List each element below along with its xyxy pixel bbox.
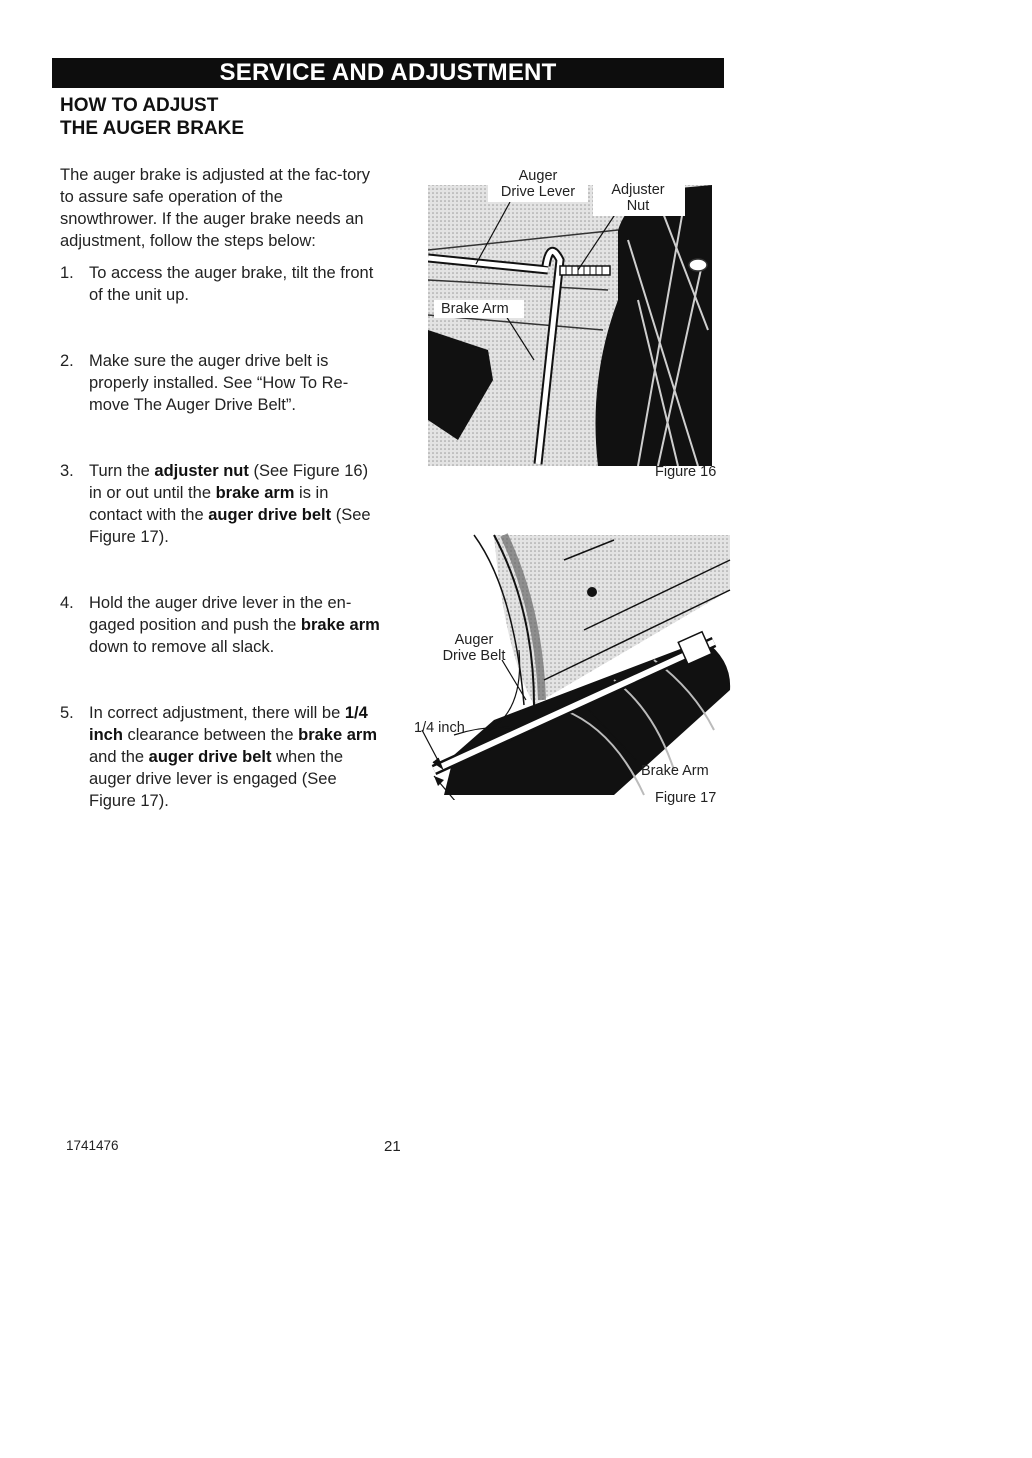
document-number: 1741476 xyxy=(66,1138,119,1153)
label-adjuster-nut-line-2: Nut xyxy=(626,198,650,214)
label-auger-drive-belt-line-2: Drive Belt xyxy=(442,648,506,664)
step-bold-term: 1/4 inch xyxy=(89,704,368,744)
step-3 xyxy=(60,460,380,548)
figure-16-caption: Figure 16 xyxy=(655,464,717,480)
step-bold-term: brake arm xyxy=(215,484,295,502)
step-number: 2. xyxy=(60,352,74,370)
step-number: 1. xyxy=(60,264,74,282)
label-brake-arm-fig16: Brake Arm xyxy=(441,301,509,317)
step-text xyxy=(89,592,380,658)
step-number: 4. xyxy=(60,594,74,612)
label-auger-drive-lever xyxy=(488,168,588,200)
label-auger-drive-belt-line-1: Auger xyxy=(454,632,494,648)
page-number: 21 xyxy=(384,1138,401,1155)
step-text xyxy=(89,350,380,416)
step-text-run: clearance between the xyxy=(122,726,299,744)
step-number: 3. xyxy=(60,462,74,480)
step-bold-term: brake arm xyxy=(298,726,378,744)
step-text-run: down to remove all slack. xyxy=(89,638,275,656)
label-adjuster-nut xyxy=(596,182,680,214)
step-text-run: (See Figure 16) in or out until the xyxy=(89,462,369,502)
section-heading xyxy=(60,94,244,140)
step-text-run: when the auger drive lever is engaged (See Figure 17). xyxy=(89,748,344,810)
label-auger-drive-lever-line-2: Drive Lever xyxy=(500,184,576,200)
step-text-run: and the xyxy=(89,748,149,766)
step-text-run: (See Figure 17). xyxy=(89,506,371,546)
step-5 xyxy=(60,702,380,812)
heading-line-2: THE AUGER BRAKE xyxy=(60,118,245,139)
step-number: 5. xyxy=(60,704,74,722)
step-bold-term: adjuster nut xyxy=(154,462,249,480)
step-bold-term: auger drive belt xyxy=(148,748,272,766)
step-text xyxy=(89,702,380,812)
section-banner: SERVICE AND ADJUSTMENT xyxy=(52,58,724,88)
step-4 xyxy=(60,592,380,658)
step-text-run: Turn the xyxy=(89,462,155,480)
step-text xyxy=(89,262,380,306)
step-1 xyxy=(60,262,380,306)
step-bold-term: brake arm xyxy=(300,616,380,634)
label-brake-arm-fig17: Brake Arm xyxy=(641,763,709,779)
step-bold-term: auger drive belt xyxy=(208,506,332,524)
step-text-run: In correct adjustment, there will be xyxy=(89,704,345,722)
figure-16-illustration xyxy=(428,180,714,466)
step-text-run: Make sure the auger drive belt is properly installed. See “How To Re-move The Auger Drive Belt”. xyxy=(89,352,349,414)
intro-paragraph: The auger brake is adjusted at the fac-tory to assure safe operation of the snowthrower. If the auger brake needs an adjustment, follow the steps below: xyxy=(60,166,371,250)
step-text-run: To access the auger brake, tilt the front of the unit up. xyxy=(89,264,374,304)
figure-17-illustration xyxy=(414,530,732,800)
step-text-run: Hold the auger drive lever in the en-gaged position and push the xyxy=(89,594,352,634)
step-2 xyxy=(60,350,380,416)
step-text xyxy=(89,460,380,548)
label-quarter-inch: 1/4 inch xyxy=(414,720,465,736)
heading-line-1: HOW TO ADJUST xyxy=(60,95,219,116)
label-auger-drive-belt xyxy=(436,632,512,664)
label-adjuster-nut-line-1: Adjuster xyxy=(611,182,665,198)
figure-17-caption: Figure 17 xyxy=(655,790,717,806)
step-text-run: is in contact with the xyxy=(89,484,329,524)
label-auger-drive-lever-line-1: Auger xyxy=(518,168,558,184)
